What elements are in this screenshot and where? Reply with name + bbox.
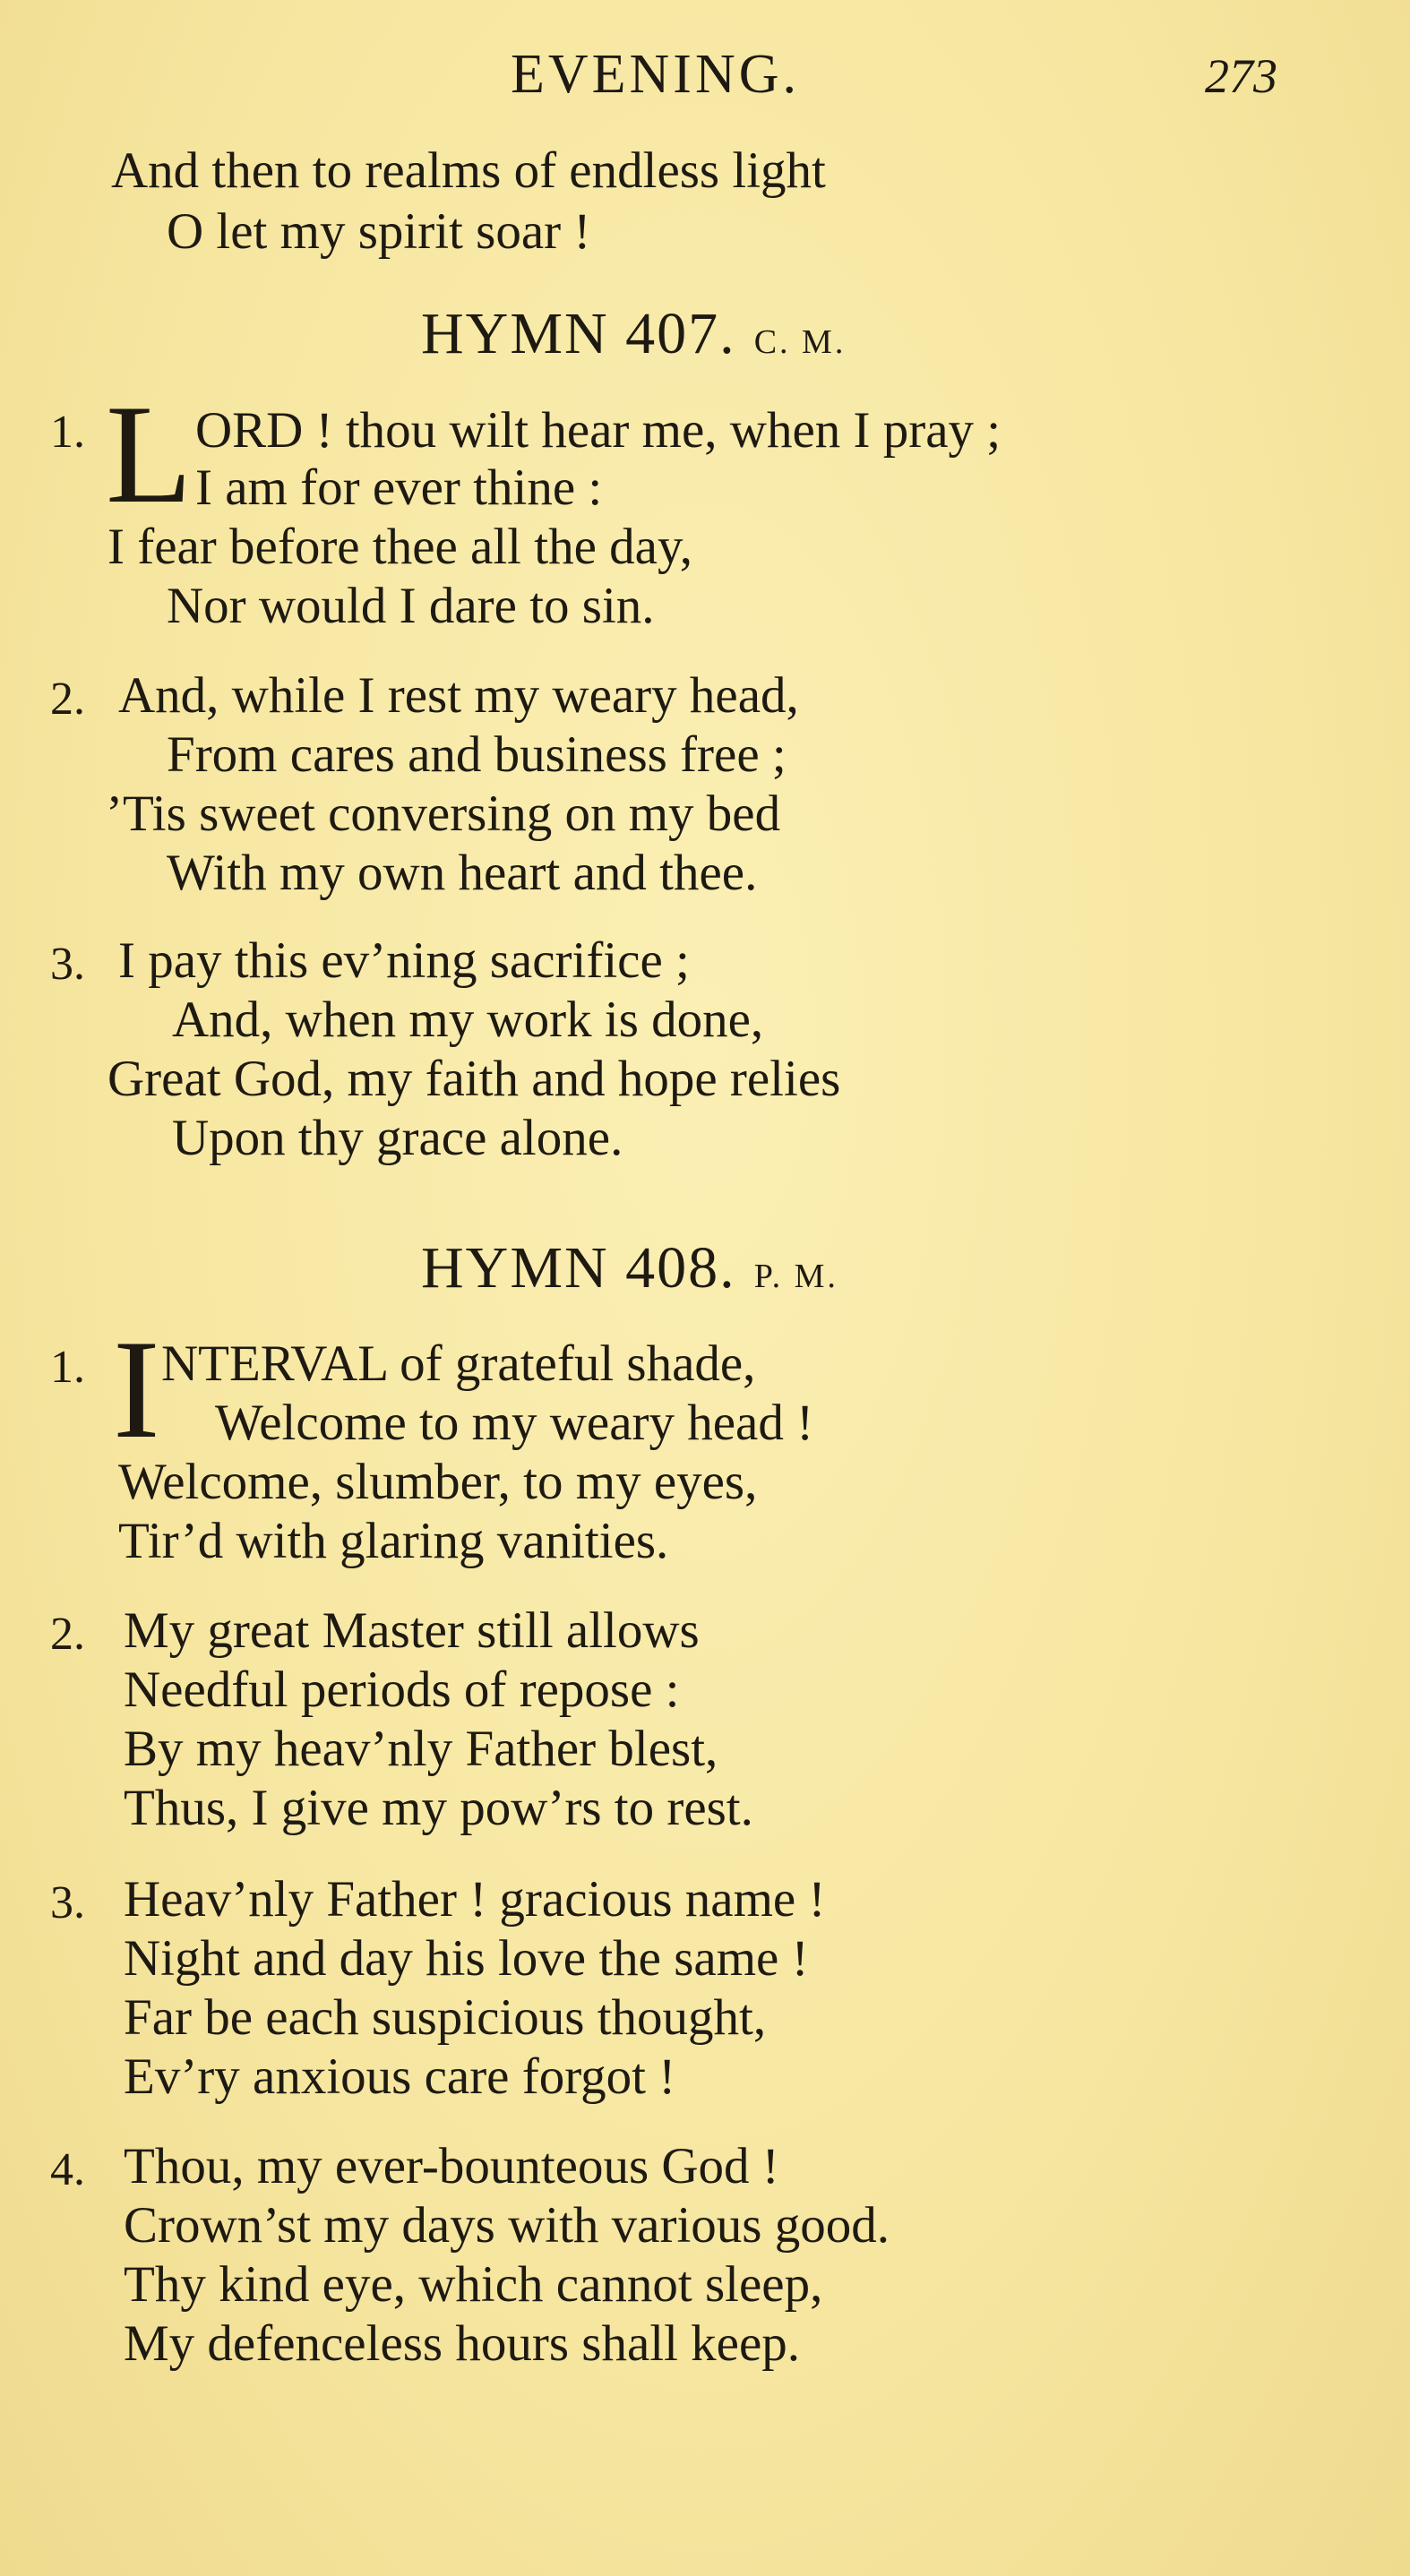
verse-line: O let my spirit soar ! [167, 203, 591, 260]
stanza-number: 1. [50, 1342, 85, 1393]
verse-line: I pay this ev’ning sacrifice ; [118, 932, 690, 989]
verse-line: From cares and business free ; [167, 726, 787, 783]
hymn-meter: P. M. [753, 1258, 838, 1295]
stanza-number: 1. [50, 407, 85, 458]
verse-line: With my own heart and thee. [167, 845, 758, 901]
verse-line: My defenceless hours shall keep. [124, 2315, 801, 2372]
verse-line: Welcome to my weary head ! [215, 1395, 814, 1451]
verse-line: Heav’nly Father ! gracious name ! [124, 1871, 826, 1928]
verse-line: Crown’st my days with various good. [124, 2197, 890, 2254]
stanza-number: 2. [50, 674, 85, 725]
stanza-number: 3. [50, 939, 85, 990]
hymn-title [421, 1234, 838, 1302]
stanza-number: 4. [50, 2144, 85, 2195]
verse-line: By my heav’nly Father blest, [124, 1721, 718, 1777]
verse-line: Thy kind eye, which cannot sleep, [124, 2256, 823, 2313]
stanza-number: 2. [50, 1609, 85, 1660]
stanza-number: 3. [50, 1877, 85, 1928]
verse-line: My great Master still allows [124, 1602, 700, 1659]
verse-line: Tir’d with glaring vanities. [118, 1513, 669, 1569]
verse-line: Nor would I dare to sin. [167, 578, 655, 634]
verse-line: And, when my work is done, [172, 992, 764, 1048]
verse-line: I am for ever thine : [195, 459, 603, 516]
verse-line: Thou, my ever-bounteous God ! [124, 2138, 779, 2194]
page-number: 273 [1205, 49, 1277, 103]
verse-line: Needful periods of repose : [124, 1662, 680, 1718]
verse-line: Far be each suspicious thought, [124, 1989, 767, 2046]
hymn-number: HYMN 408. [421, 1235, 736, 1301]
verse-line: I fear before thee all the day, [107, 519, 692, 575]
hymn-number: HYMN 407. [421, 301, 736, 366]
verse-line: Welcome, slumber, to my eyes, [118, 1454, 758, 1510]
verse-line: ORD ! thou wilt hear me, when I pray ; [195, 402, 1002, 459]
hymn-title [421, 300, 846, 368]
verse-line: And then to realms of endless light [111, 142, 826, 199]
verse-line: Great God, my faith and hope relies [107, 1051, 841, 1107]
verse-line: NTERVAL of grateful shade, [161, 1335, 756, 1392]
verse-line: ’Tis sweet conversing on my bed [106, 786, 781, 842]
page-header [0, 43, 1410, 115]
drop-cap: L [106, 376, 193, 533]
verse-line: And, while I rest my weary head, [118, 667, 799, 724]
verse-line: Ev’ry anxious care forgot ! [124, 2048, 676, 2105]
hymn-meter: C. M. [753, 323, 847, 361]
running-head: EVENING. [511, 44, 800, 105]
drop-cap: I [113, 1311, 160, 1468]
verse-line: Thus, I give my pow’rs to rest. [124, 1780, 753, 1836]
verse-line: Upon thy grace alone. [172, 1110, 623, 1166]
verse-line: Night and day his love the same ! [124, 1930, 809, 1987]
